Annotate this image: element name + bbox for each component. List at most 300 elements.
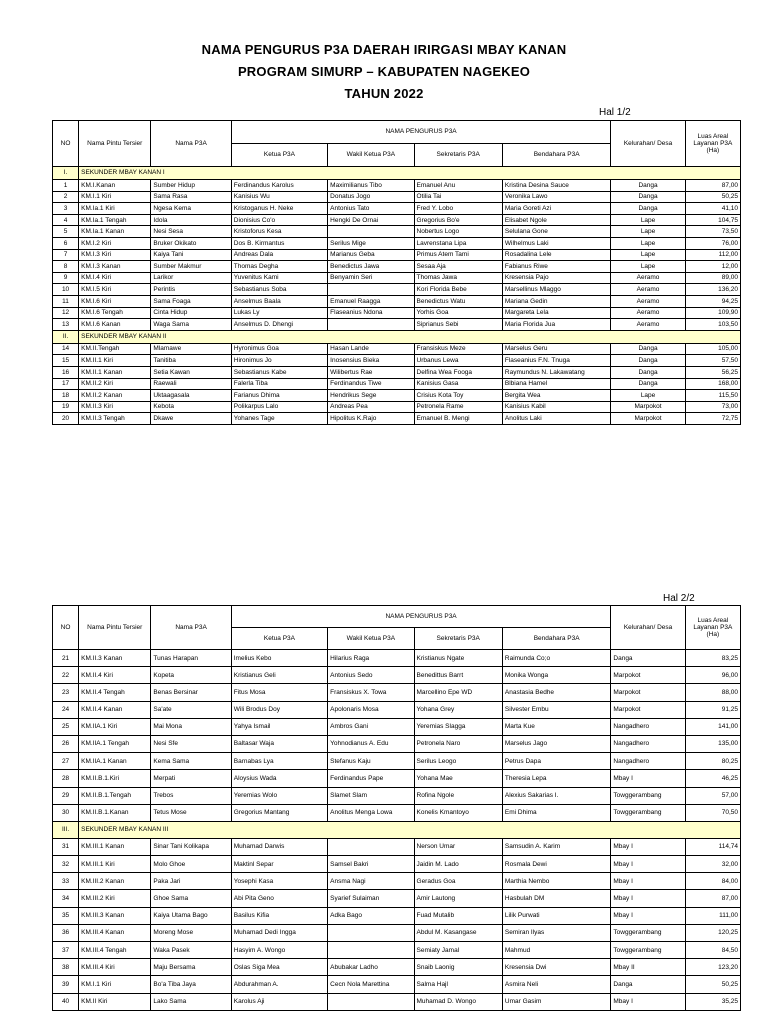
luas-cell: 87,00	[685, 180, 740, 192]
row-number-cell: 21	[53, 650, 79, 667]
p3a-name-cell: Benas Bersinar	[151, 684, 231, 701]
row-number-cell: 36	[53, 924, 79, 941]
header-ketua: Ketua P3A	[231, 144, 327, 167]
p3a-name-cell: Nesi Sesa	[151, 226, 231, 238]
p3a-name-cell: Idola	[151, 214, 231, 226]
pintu-tersier-cell: KM.II.2 Kanan	[79, 390, 151, 402]
p3a-name-cell: Sumber Hidup	[151, 180, 231, 192]
desa-cell: Nangadhero	[611, 718, 685, 735]
row-number-cell: 26	[53, 735, 79, 752]
luas-cell: 70,50	[685, 804, 740, 821]
sekretaris-cell: Serilus Leogo	[414, 753, 502, 770]
bendahara-cell: Margareta Lela	[502, 307, 611, 319]
p3a-name-cell: Waka Pasek	[151, 942, 231, 959]
table-row	[53, 343, 741, 355]
bendahara-cell: Marsellinus Mlaggo	[502, 284, 611, 296]
pintu-tersier-cell: KM.III.2 Kiri	[79, 890, 151, 907]
wakil-cell: Hasan Lande	[328, 343, 414, 355]
ketua-cell: Lukas Ly	[231, 307, 327, 319]
pintu-tersier-cell: KM.II.1 Kanan	[79, 366, 151, 378]
desa-cell: Marpokot	[611, 401, 685, 413]
sekretaris-cell: Yorhis Goa	[414, 307, 502, 319]
header-pintu-tersier: Nama Pintu Tersier	[79, 606, 151, 650]
table-row	[53, 355, 741, 367]
header-nama-p3a: Nama P3A	[151, 121, 231, 167]
bendahara-cell: Mahmud	[502, 942, 611, 959]
luas-cell: 135,00	[685, 735, 740, 752]
ketua-cell: Muhamad Dedi Ingga	[231, 924, 327, 941]
pintu-tersier-cell: KM.Ia.1 Kiri	[79, 203, 151, 215]
bendahara-cell: Alexius Sakarias I.	[502, 787, 611, 804]
p3a-name-cell: Trebos	[151, 787, 231, 804]
pintu-tersier-cell: KM.II.3 Kiri	[79, 401, 151, 413]
luas-cell: 136,20	[685, 284, 740, 296]
table-row	[53, 307, 741, 319]
p3a-name-cell: Mlamawe	[151, 343, 231, 355]
p3a-name-cell: Perintis	[151, 284, 231, 296]
wakil-cell: Samsel Bakri	[328, 856, 414, 873]
pintu-tersier-cell: KM.II.B.1.Kiri	[79, 770, 151, 787]
ketua-cell: Kanisius Wu	[231, 191, 327, 203]
table-row	[53, 413, 741, 425]
pintu-tersier-cell: KM.I.4 Kiri	[79, 272, 151, 284]
desa-cell: Danga	[611, 976, 685, 993]
table-row	[53, 390, 741, 402]
p3a-name-cell: Kebota	[151, 401, 231, 413]
desa-cell: Danga	[611, 355, 685, 367]
luas-cell: 84,00	[685, 873, 740, 890]
luas-cell: 73,50	[685, 226, 740, 238]
p3a-name-cell: Ghoe Sama	[151, 890, 231, 907]
sekretaris-cell: Otilia Tai	[414, 191, 502, 203]
luas-cell: 73,00	[685, 401, 740, 413]
desa-cell: Lape	[611, 226, 685, 238]
p3a-name-cell: Sama Rasa	[151, 191, 231, 203]
desa-cell: Marpokot	[611, 701, 685, 718]
p3a-name-cell: Kaiya Utama Bago	[151, 907, 231, 924]
ketua-cell: Hyronimus Goa	[231, 343, 327, 355]
header-no: NO	[53, 121, 79, 167]
luas-cell: 12,00	[685, 261, 740, 273]
pintu-tersier-cell: KM.III.1 Kanan	[79, 838, 151, 855]
desa-cell: Mbay I	[611, 838, 685, 855]
desa-cell: Mbay I	[611, 873, 685, 890]
section-label: SEKUNDER MBAY KANAN II	[79, 330, 741, 343]
row-number-cell: 34	[53, 890, 79, 907]
sekretaris-cell: Salma Hajl	[414, 976, 502, 993]
pintu-tersier-cell: KM.II.2 Kiri	[79, 378, 151, 390]
row-number-cell: 3	[53, 203, 79, 215]
pintu-tersier-cell: KM.I.1 Kiri	[79, 976, 151, 993]
sekretaris-cell: Nerson Umar	[414, 838, 502, 855]
row-number-cell: 12	[53, 307, 79, 319]
sekretaris-cell: Amir Lautong	[414, 890, 502, 907]
pintu-tersier-cell: KM.II.4 Kanan	[79, 701, 151, 718]
p3a-name-cell: Bo'a Tiba Jaya	[151, 976, 231, 993]
p3a-name-cell: Uktaagasala	[151, 390, 231, 402]
table-row	[53, 993, 741, 1010]
table-row	[53, 787, 741, 804]
luas-cell: 35,25	[685, 993, 740, 1010]
header-sekretaris: Sekretaris P3A	[414, 144, 502, 167]
bendahara-cell: Kanisius Kabil	[502, 401, 611, 413]
section-label: SEKUNDER MBAY KANAN I	[79, 167, 741, 180]
row-number-cell: 18	[53, 390, 79, 402]
pintu-tersier-cell: KM.III.2 Kanan	[79, 873, 151, 890]
wakil-cell: Antonius Sedo	[328, 667, 414, 684]
pintu-tersier-cell: KM.IIA.1 Tengah	[79, 735, 151, 752]
section-number: III.	[53, 821, 79, 838]
sekretaris-cell: Emanuel B. Mengi	[414, 413, 502, 425]
wakil-cell: Ferdinandus Pape	[328, 770, 414, 787]
sekretaris-cell: Fred Y. Lobo	[414, 203, 502, 215]
header-row	[53, 606, 741, 628]
pintu-tersier-cell: KM.III.3 Kanan	[79, 907, 151, 924]
bendahara-cell: Hasbulah DM	[502, 890, 611, 907]
wakil-cell: Abubakar Ladho	[328, 959, 414, 976]
luas-cell: 123,20	[685, 959, 740, 976]
wakil-cell: Anolitus Menga Lowa	[328, 804, 414, 821]
desa-cell: Towggerambang	[611, 942, 685, 959]
desa-cell: Nangadhero	[611, 753, 685, 770]
table-row	[53, 366, 741, 378]
ketua-cell: Imelius Kebo	[231, 650, 327, 667]
header-kelurahan-desa: Kelurahan/ Desa	[611, 606, 685, 650]
desa-cell: Towggerambang	[611, 787, 685, 804]
row-number-cell: 1	[53, 180, 79, 192]
wakil-cell	[328, 838, 414, 855]
pintu-tersier-cell: KM.I.5 Kiri	[79, 284, 151, 296]
p3a-name-cell: Kopeta	[151, 667, 231, 684]
bendahara-cell: Rosadalina Lele	[502, 249, 611, 261]
wakil-cell	[328, 284, 414, 296]
pintu-tersier-cell: KM.I.1 Kiri	[79, 191, 151, 203]
sekretaris-cell: Yohana Mae	[414, 770, 502, 787]
luas-cell: 103,50	[685, 319, 740, 331]
desa-cell: Aeramo	[611, 295, 685, 307]
luas-cell: 80,25	[685, 753, 740, 770]
wakil-cell: Hipolitus K.Rajo	[328, 413, 414, 425]
ketua-cell: Abdurahman A.	[231, 976, 327, 993]
ketua-cell: Basilus Kifia	[231, 907, 327, 924]
row-number-cell: 9	[53, 272, 79, 284]
ketua-cell: Dionisius Co'o	[231, 214, 327, 226]
sekretaris-cell: Benedittus Barrt	[414, 667, 502, 684]
p3a-table-page-2	[52, 605, 741, 1011]
sekretaris-cell: Marcellino Epe WD	[414, 684, 502, 701]
bendahara-cell: Selulana Gone	[502, 226, 611, 238]
table-row	[53, 272, 741, 284]
ketua-cell: Yosephi Kasa	[231, 873, 327, 890]
sekretaris-cell: Konelis Kmantoyo	[414, 804, 502, 821]
row-number-cell: 5	[53, 226, 79, 238]
p3a-name-cell: Molo Ghoe	[151, 856, 231, 873]
desa-cell: Lape	[611, 249, 685, 261]
desa-cell: Towggerambang	[611, 924, 685, 941]
table-row	[53, 226, 741, 238]
ketua-cell: Yuvenitus Kami	[231, 272, 327, 284]
ketua-cell: Yohanes Tage	[231, 413, 327, 425]
table-row	[53, 942, 741, 959]
luas-cell: 104,75	[685, 214, 740, 226]
sekretaris-cell: Thomas Jawa	[414, 272, 502, 284]
pintu-tersier-cell: KM.III.4 Kanan	[79, 924, 151, 941]
section-number: II.	[53, 330, 79, 343]
sekretaris-cell: Fuad Mutalib	[414, 907, 502, 924]
p3a-name-cell: Larikor	[151, 272, 231, 284]
desa-cell: Danga	[611, 180, 685, 192]
wakil-cell: Marianus Geba	[328, 249, 414, 261]
bendahara-cell: Kristina Desina Sauce	[502, 180, 611, 192]
ketua-cell: Kristoforus Kesa	[231, 226, 327, 238]
p3a-name-cell: Merpati	[151, 770, 231, 787]
bendahara-cell: Veronika Lawo	[502, 191, 611, 203]
wakil-cell: Cecn Nola Marettina	[328, 976, 414, 993]
desa-cell: Danga	[611, 650, 685, 667]
luas-cell: 88,00	[685, 684, 740, 701]
sekretaris-cell: Delfina Wea Fooga	[414, 366, 502, 378]
p3a-name-cell: Bruker Okikato	[151, 237, 231, 249]
p3a-name-cell: Sinar Tani Kolikapa	[151, 838, 231, 855]
luas-cell: 46,25	[685, 770, 740, 787]
row-number-cell: 40	[53, 993, 79, 1010]
p3a-name-cell: Sa'ate	[151, 701, 231, 718]
sekretaris-cell: Petronela Rame	[414, 401, 502, 413]
bendahara-cell: Marselus Geru	[502, 343, 611, 355]
luas-cell: 141,00	[685, 718, 740, 735]
sekretaris-cell: Geradus Goa	[414, 873, 502, 890]
sekretaris-cell: Siprianus Sebi	[414, 319, 502, 331]
pintu-tersier-cell: KM.II.B.1.Kanan	[79, 804, 151, 821]
header-bendahara: Bendahara P3A	[502, 144, 611, 167]
desa-cell: Nangadhero	[611, 735, 685, 752]
bendahara-cell: Blbiana Hamel	[502, 378, 611, 390]
pintu-tersier-cell: KM.IIA.1 Kiri	[79, 718, 151, 735]
table-row	[53, 295, 741, 307]
wakil-cell	[328, 993, 414, 1010]
p3a-name-cell: Sumber Makmur	[151, 261, 231, 273]
section-row	[53, 821, 741, 838]
table-row	[53, 378, 741, 390]
luas-cell: 111,00	[685, 907, 740, 924]
sekretaris-cell: Kanisius Gasa	[414, 378, 502, 390]
table-row	[53, 667, 741, 684]
wakil-cell: Apolonaris Mosa	[328, 701, 414, 718]
ketua-cell: Muhamad Darwis	[231, 838, 327, 855]
pintu-tersier-cell: KM.II.1 Kiri	[79, 355, 151, 367]
ketua-cell: Kristianus Geli	[231, 667, 327, 684]
p3a-name-cell: Setia Kawan	[151, 366, 231, 378]
wakil-cell: Serilus Mige	[328, 237, 414, 249]
table-row	[53, 804, 741, 821]
page-indicator-1: Hal 1/2	[599, 107, 631, 118]
row-number-cell: 15	[53, 355, 79, 367]
header-luas-areal: Luas Areal Layanan P3A (Ha)	[685, 121, 740, 167]
sekretaris-cell: Benedictus Watu	[414, 295, 502, 307]
bendahara-cell: Marselus Jago	[502, 735, 611, 752]
program-subtitle: PROGRAM SIMURP – KABUPATEN NAGEKEO	[237, 64, 531, 79]
wakil-cell: Ansma Nagi	[328, 873, 414, 890]
table-row	[53, 401, 741, 413]
bendahara-cell: Anastasia Bedhe	[502, 684, 611, 701]
pintu-tersier-cell: KM.Ia.1 Kanan	[79, 226, 151, 238]
sekretaris-cell: Jaidin M. Lado	[414, 856, 502, 873]
ketua-cell: Yahya Ismail	[231, 718, 327, 735]
ketua-cell: Polikarpus Lalo	[231, 401, 327, 413]
header-luas-areal: Luas Areal Layanan P3A (Ha)	[685, 606, 740, 650]
wakil-cell: Adka Bago	[328, 907, 414, 924]
desa-cell: Mbay I	[611, 907, 685, 924]
luas-cell: 91,25	[685, 701, 740, 718]
wakil-cell: Stefanus Kaju	[328, 753, 414, 770]
wakil-cell: Emanuel Raagga	[328, 295, 414, 307]
pintu-tersier-cell: KM.II Kiri	[79, 993, 151, 1010]
bendahara-cell: Semiran Ilyas	[502, 924, 611, 941]
wakil-cell	[328, 924, 414, 941]
pintu-tersier-cell: KM.I.3 Kanan	[79, 261, 151, 273]
luas-cell: 94,25	[685, 295, 740, 307]
pintu-tersier-cell: KM.III.4 Kiri	[79, 959, 151, 976]
pintu-tersier-cell: KM.I.Kanan	[79, 180, 151, 192]
bendahara-cell: Bergita Wea	[502, 390, 611, 402]
header-wakil: Wakil Ketua P3A	[328, 628, 414, 650]
desa-cell: Danga	[611, 366, 685, 378]
p3a-name-cell: Nesi Sfe	[151, 735, 231, 752]
luas-cell: 87,00	[685, 890, 740, 907]
ketua-cell: Hasyim A. Wongo	[231, 942, 327, 959]
sekretaris-cell: Abdul M. Kasangase	[414, 924, 502, 941]
wakil-cell: Benedictus Jawa	[328, 261, 414, 273]
p3a-name-cell: Mai Mona	[151, 718, 231, 735]
p3a-name-cell: Ngesa Kema	[151, 203, 231, 215]
sekretaris-cell: Snaib Laonig	[414, 959, 502, 976]
header-pintu-tersier: Nama Pintu Tersier	[79, 121, 151, 167]
sekretaris-cell: Kristianus Ngate	[414, 650, 502, 667]
sekretaris-cell: Kori Florida Bebe	[414, 284, 502, 296]
ketua-cell: Oslas Siga Mea	[231, 959, 327, 976]
bendahara-cell: Samsudin A. Karim	[502, 838, 611, 855]
bendahara-cell: Marta Kue	[502, 718, 611, 735]
sekretaris-cell: Lavrenstana Lipa	[414, 237, 502, 249]
wakil-cell: Wilibertus Rae	[328, 366, 414, 378]
p3a-name-cell: Tetus Mose	[151, 804, 231, 821]
ketua-cell: Kristoganus H. Neke	[231, 203, 327, 215]
luas-cell: 72,75	[685, 413, 740, 425]
table-row	[53, 735, 741, 752]
row-number-cell: 22	[53, 667, 79, 684]
luas-cell: 115,50	[685, 390, 740, 402]
ketua-cell: Andreas Dala	[231, 249, 327, 261]
luas-cell: 168,00	[685, 378, 740, 390]
ketua-cell: Abi Pita Geno	[231, 890, 327, 907]
row-number-cell: 17	[53, 378, 79, 390]
header-wakil: Wakil Ketua P3A	[328, 144, 414, 167]
luas-cell: 109,90	[685, 307, 740, 319]
desa-cell: Lape	[611, 237, 685, 249]
table-row	[53, 718, 741, 735]
luas-cell: 120,25	[685, 924, 740, 941]
ketua-cell: Dos B. Kirmantus	[231, 237, 327, 249]
bendahara-cell: Silvester Embu	[502, 701, 611, 718]
bendahara-cell: Rosmala Dewi	[502, 856, 611, 873]
section-label: SEKUNDER MBAY KANAN III	[79, 821, 741, 838]
ketua-cell: Anselmus D. Dhengi	[231, 319, 327, 331]
p3a-name-cell: Raewali	[151, 378, 231, 390]
table-row	[53, 838, 741, 855]
luas-cell: 50,25	[685, 976, 740, 993]
luas-cell: 89,00	[685, 272, 740, 284]
desa-cell: Mbay I	[611, 993, 685, 1010]
pintu-tersier-cell: KM.II.Tengah	[79, 343, 151, 355]
luas-cell: 114,74	[685, 838, 740, 855]
row-number-cell: 37	[53, 942, 79, 959]
table-row	[53, 976, 741, 993]
header-nama-pengurus: NAMA PENGURUS P3A	[231, 606, 611, 628]
row-number-cell: 14	[53, 343, 79, 355]
sekretaris-cell: Fransiskus Meze	[414, 343, 502, 355]
luas-cell: 41,10	[685, 203, 740, 215]
header-kelurahan-desa: Kelurahan/ Desa	[611, 121, 685, 167]
row-number-cell: 8	[53, 261, 79, 273]
bendahara-cell: Flaseanius F.N. Tnuga	[502, 355, 611, 367]
table-row	[53, 959, 741, 976]
bendahara-cell: Asmira Neli	[502, 976, 611, 993]
bendahara-cell: Monika Wonga	[502, 667, 611, 684]
luas-cell: 105,00	[685, 343, 740, 355]
bendahara-cell: Theresia Lepa	[502, 770, 611, 787]
row-number-cell: 35	[53, 907, 79, 924]
desa-cell: Towggerambang	[611, 804, 685, 821]
pintu-tersier-cell: KM.II.3 Tengah	[79, 413, 151, 425]
pintu-tersier-cell: KM.II.4 Tengah	[79, 684, 151, 701]
row-number-cell: 24	[53, 701, 79, 718]
ketua-cell: Sebastianus Kabe	[231, 366, 327, 378]
p3a-name-cell: Dkawe	[151, 413, 231, 425]
header-bendahara: Bendahara P3A	[502, 628, 611, 650]
table-row	[53, 214, 741, 226]
p3a-name-cell: Sama Foaga	[151, 295, 231, 307]
wakil-cell: Fransiskus X. Towa	[328, 684, 414, 701]
header-nama-pengurus: NAMA PENGURUS P3A	[231, 121, 611, 144]
desa-cell: Danga	[611, 378, 685, 390]
sekretaris-cell: Urbanus Lewa	[414, 355, 502, 367]
ketua-cell: Wili Brodus Doy	[231, 701, 327, 718]
row-number-cell: 27	[53, 753, 79, 770]
wakil-cell	[328, 942, 414, 959]
sekretaris-cell: Crisius Kota Toy	[414, 390, 502, 402]
ketua-cell: Yeremias Wolo	[231, 787, 327, 804]
row-number-cell: 32	[53, 856, 79, 873]
desa-cell: Marpokot	[611, 684, 685, 701]
header-nama-p3a: Nama P3A	[151, 606, 231, 650]
row-number-cell: 31	[53, 838, 79, 855]
bendahara-cell: Maria Goreti Azi	[502, 203, 611, 215]
header-sekretaris: Sekretaris P3A	[414, 628, 502, 650]
row-number-cell: 25	[53, 718, 79, 735]
pintu-tersier-cell: KM.I.3 Kiri	[79, 249, 151, 261]
ketua-cell: Barnabas Lya	[231, 753, 327, 770]
table-row	[53, 191, 741, 203]
luas-cell: 76,00	[685, 237, 740, 249]
wakil-cell: Yohnodianus A. Edu	[328, 735, 414, 752]
header-ketua: Ketua P3A	[231, 628, 327, 650]
wakil-cell: Syarief Sulaiman	[328, 890, 414, 907]
ketua-cell: Ferdinandus Karolus	[231, 180, 327, 192]
luas-cell: 50,25	[685, 191, 740, 203]
table-row	[53, 684, 741, 701]
p3a-name-cell: Moreng Mose	[151, 924, 231, 941]
p3a-name-cell: Kema Sama	[151, 753, 231, 770]
